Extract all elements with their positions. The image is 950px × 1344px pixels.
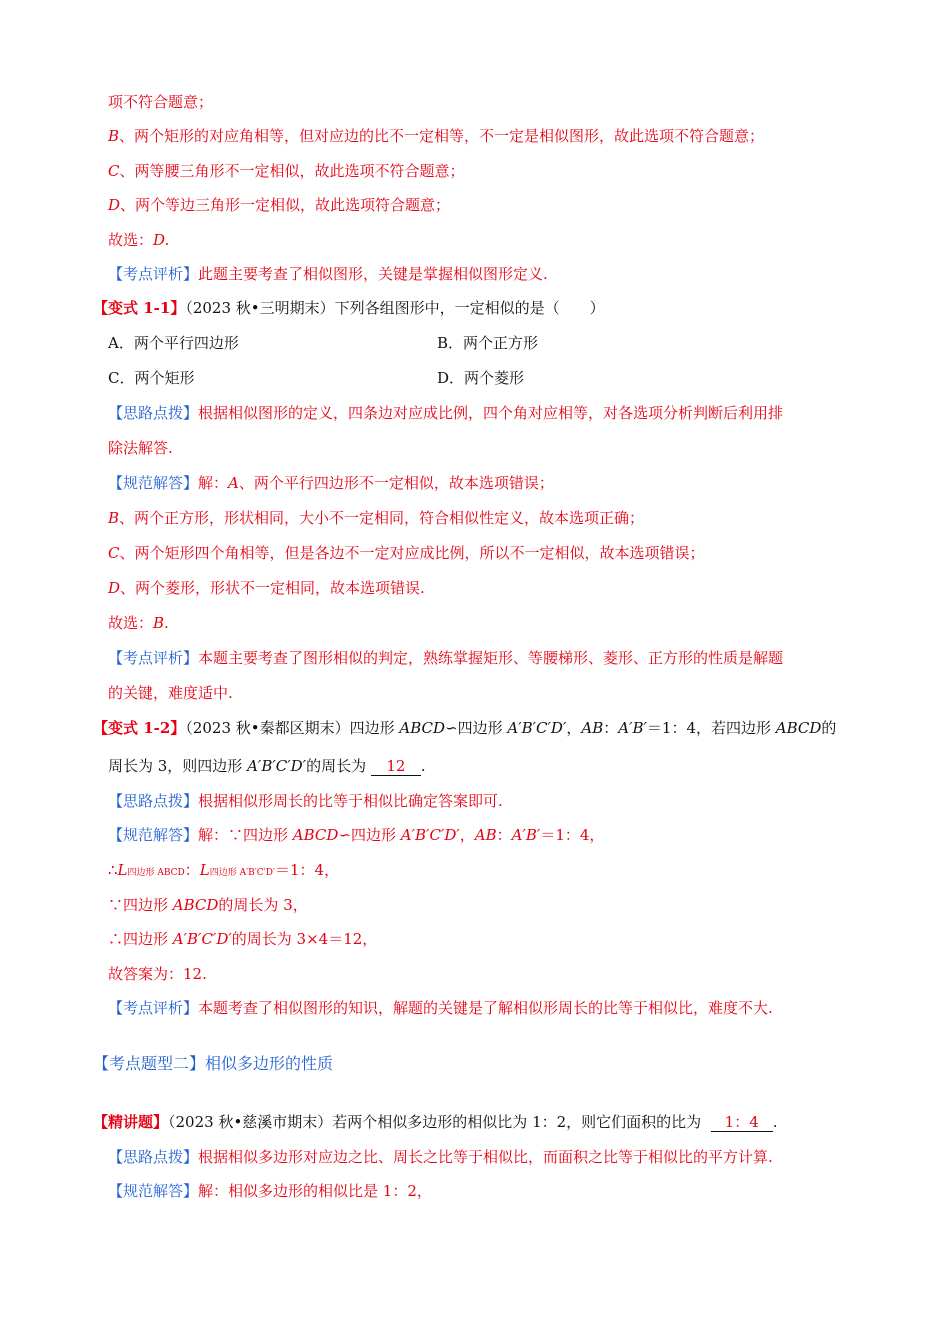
text: 、两个矩形四个角相等，但是各边不一定对应成比例，所以不一定相似，故本选项错误； [119, 544, 705, 562]
problem-tag: 【精讲题】 [93, 1113, 169, 1131]
solution-step-2 [108, 860, 339, 883]
option-letter: C [108, 544, 120, 562]
question-text: . [772, 1113, 778, 1131]
math-label: AB [474, 826, 497, 844]
option-text: D．两个菱形 [437, 369, 525, 387]
review-line-2 [108, 683, 233, 703]
text: 、两个等边三角形一定相似，故此选项符合题意； [120, 196, 451, 214]
solution-step-4 [108, 929, 377, 949]
review-tag: 【考点评析】 [108, 649, 199, 667]
subscript: 四边形 ABCD [127, 868, 185, 878]
option-c [108, 368, 194, 388]
text: 的周长为 3×4＝12， [231, 930, 378, 948]
solution-tag: 【规范解答】 [108, 474, 199, 492]
solution-b [108, 508, 644, 528]
review-line [108, 264, 548, 284]
solution-d [108, 578, 425, 598]
solution-text: 解：相似多边形的相似比是 1：2， [198, 1182, 432, 1200]
math-label: ABCD [172, 896, 219, 914]
text: ＝1：4， [275, 861, 340, 879]
math-label: L [199, 861, 210, 879]
option-text: C．两个矩形 [108, 369, 195, 387]
text: ∵四边形 [108, 896, 173, 914]
answer-blank: 12 [371, 757, 421, 776]
option-letter: C [108, 162, 120, 180]
solution-line [108, 473, 554, 493]
question-text: ： [603, 719, 619, 737]
hint-tag: 【思路点拨】 [108, 1148, 199, 1166]
text: 、两等腰三角形不一定相似，故此选项不符合题意； [119, 162, 465, 180]
math-label: A′B′C′D′ [172, 930, 232, 948]
solution-tag: 【规范解答】 [108, 1182, 199, 1200]
choice-line [108, 613, 169, 633]
text: ， [459, 826, 475, 844]
solution-step-3 [108, 895, 308, 915]
question-text: （2023 秋•慈溪市期末）若两个相似多边形的相似比为 1：2，则它们面积的比为 [168, 1113, 702, 1131]
final-answer [108, 964, 207, 984]
answer: D. [153, 231, 170, 249]
question-text: 的周长为 [306, 757, 367, 775]
math-label: A′B′ [511, 826, 541, 844]
review-text: 本题主要考查了图形相似的判定，熟练掌握矩形、等腰梯形、菱形、正方形的性质是解题 [198, 649, 784, 667]
answer-blank: 1：4 [711, 1113, 773, 1132]
math-label: A′B′C′D′ [507, 719, 567, 737]
option-b [437, 333, 538, 353]
option-b-analysis [108, 126, 764, 146]
math-label: ABCD [775, 719, 822, 737]
hint-line-2 [108, 438, 173, 458]
review-text: 的关键，难度适中. [108, 684, 233, 702]
hint-tag: 【思路点拨】 [108, 792, 199, 810]
variant-1-2-stem-line-2 [108, 756, 426, 776]
math-label: A′B′C′D′ [247, 757, 307, 775]
option-letter: B [108, 127, 120, 145]
text: ＝1：4， [540, 826, 605, 844]
option-d-analysis [108, 195, 450, 215]
option-letter: D [108, 579, 121, 597]
section-heading [93, 1054, 333, 1074]
section-title: 【考点题型二】相似多边形的性质 [93, 1054, 334, 1073]
text: 解： [198, 474, 229, 492]
hint-tag: 【思路点拨】 [108, 404, 199, 422]
hint-text: 除法解答. [108, 439, 173, 457]
review-line [108, 998, 773, 1018]
hint-text: 根据相似形周长的比等于相似比确定答案即可. [198, 792, 503, 810]
text: ∴四边形 [108, 930, 173, 948]
option-letter: D [108, 196, 121, 214]
text-line [108, 92, 213, 112]
option-d [437, 368, 524, 388]
math-label: AB [581, 719, 604, 737]
text: 故选： [108, 231, 154, 249]
question-text: 周长为 3，则四边形 [108, 757, 248, 775]
hint-text: 根据相似多边形对应边之比、周长之比等于相似比，而面积之比等于相似比的平方计算. [198, 1148, 773, 1166]
question-text: （2023 秋•三明期末）下列各组图形中，一定相似的是（ ） [185, 299, 605, 317]
option-letter: B [108, 509, 120, 527]
math-label: A′B′C′D′ [400, 826, 460, 844]
hint-line [108, 403, 783, 423]
text: ： [496, 826, 512, 844]
text: 项不符合题意； [108, 93, 214, 111]
variant-tag: 【变式 1-2】 [93, 719, 186, 737]
question-text: ＝1：4，若四边形 [646, 719, 776, 737]
option-a [108, 333, 239, 353]
option-c-analysis [108, 161, 465, 181]
text: 、两个菱形，形状不一定相同，故本选项错误. [120, 579, 425, 597]
hint-line [108, 1147, 773, 1167]
text: 、两个正方形，形状相同，大小不一定相同，符合相似性定义，故本选项正确； [119, 509, 645, 527]
review-tag: 【考点评析】 [108, 265, 199, 283]
hint-text: 根据相似图形的定义，四条边对应成比例，四个角对应相等，对各选项分析判断后利用排 [198, 404, 784, 422]
text: 的周长为 3， [218, 896, 308, 914]
text: ∴ [108, 861, 118, 879]
math-label: A′B′ [618, 719, 647, 737]
solution-line [108, 1181, 432, 1201]
variant-1-1-stem [93, 298, 605, 318]
review-text: 本题考查了相似图形的知识，解题的关键是了解相似形周长的比等于相似比，难度不大. [198, 999, 773, 1017]
option-text: A．两个平行四边形 [108, 334, 239, 352]
featured-problem-stem [93, 1112, 778, 1132]
variant-tag: 【变式 1-1】 [93, 299, 186, 317]
answer: B. [153, 614, 169, 632]
text: 、两个平行四边形不一定相似，故本选项错误； [238, 474, 554, 492]
text: 故选： [108, 614, 154, 632]
solution-line [108, 825, 604, 845]
question-text: 的 [821, 719, 837, 737]
option-letter: A [228, 474, 239, 492]
text: 故答案为：12. [108, 965, 207, 983]
math-label: L [117, 861, 128, 879]
variant-1-2-stem [93, 718, 836, 738]
text: 、两个矩形的对应角相等，但对应边的比不一定相等，不一定是相似图形，故此选项不符合题意； [119, 127, 765, 145]
math-label: ABCD [399, 719, 446, 737]
subscript: 四边形 A′B′C′D′ [209, 868, 276, 878]
question-text: ， [566, 719, 582, 737]
text: 解：∵四边形 [198, 826, 293, 844]
solution-c [108, 543, 705, 563]
review-line [108, 648, 783, 668]
question-text: （2023 秋•秦都区期末）四边形 [185, 719, 400, 737]
option-text: B．两个正方形 [437, 334, 539, 352]
choice-line [108, 230, 169, 250]
solution-tag: 【规范解答】 [108, 826, 199, 844]
review-tag: 【考点评析】 [108, 999, 199, 1017]
hint-line [108, 791, 503, 811]
text: ： [184, 861, 200, 879]
question-text: . [420, 757, 426, 775]
question-text: ∽四边形 [445, 719, 508, 737]
math-label: ABCD [292, 826, 339, 844]
review-text: 此题主要考查了相似图形，关键是掌握相似图形定义. [198, 265, 548, 283]
text: ∽四边形 [338, 826, 401, 844]
